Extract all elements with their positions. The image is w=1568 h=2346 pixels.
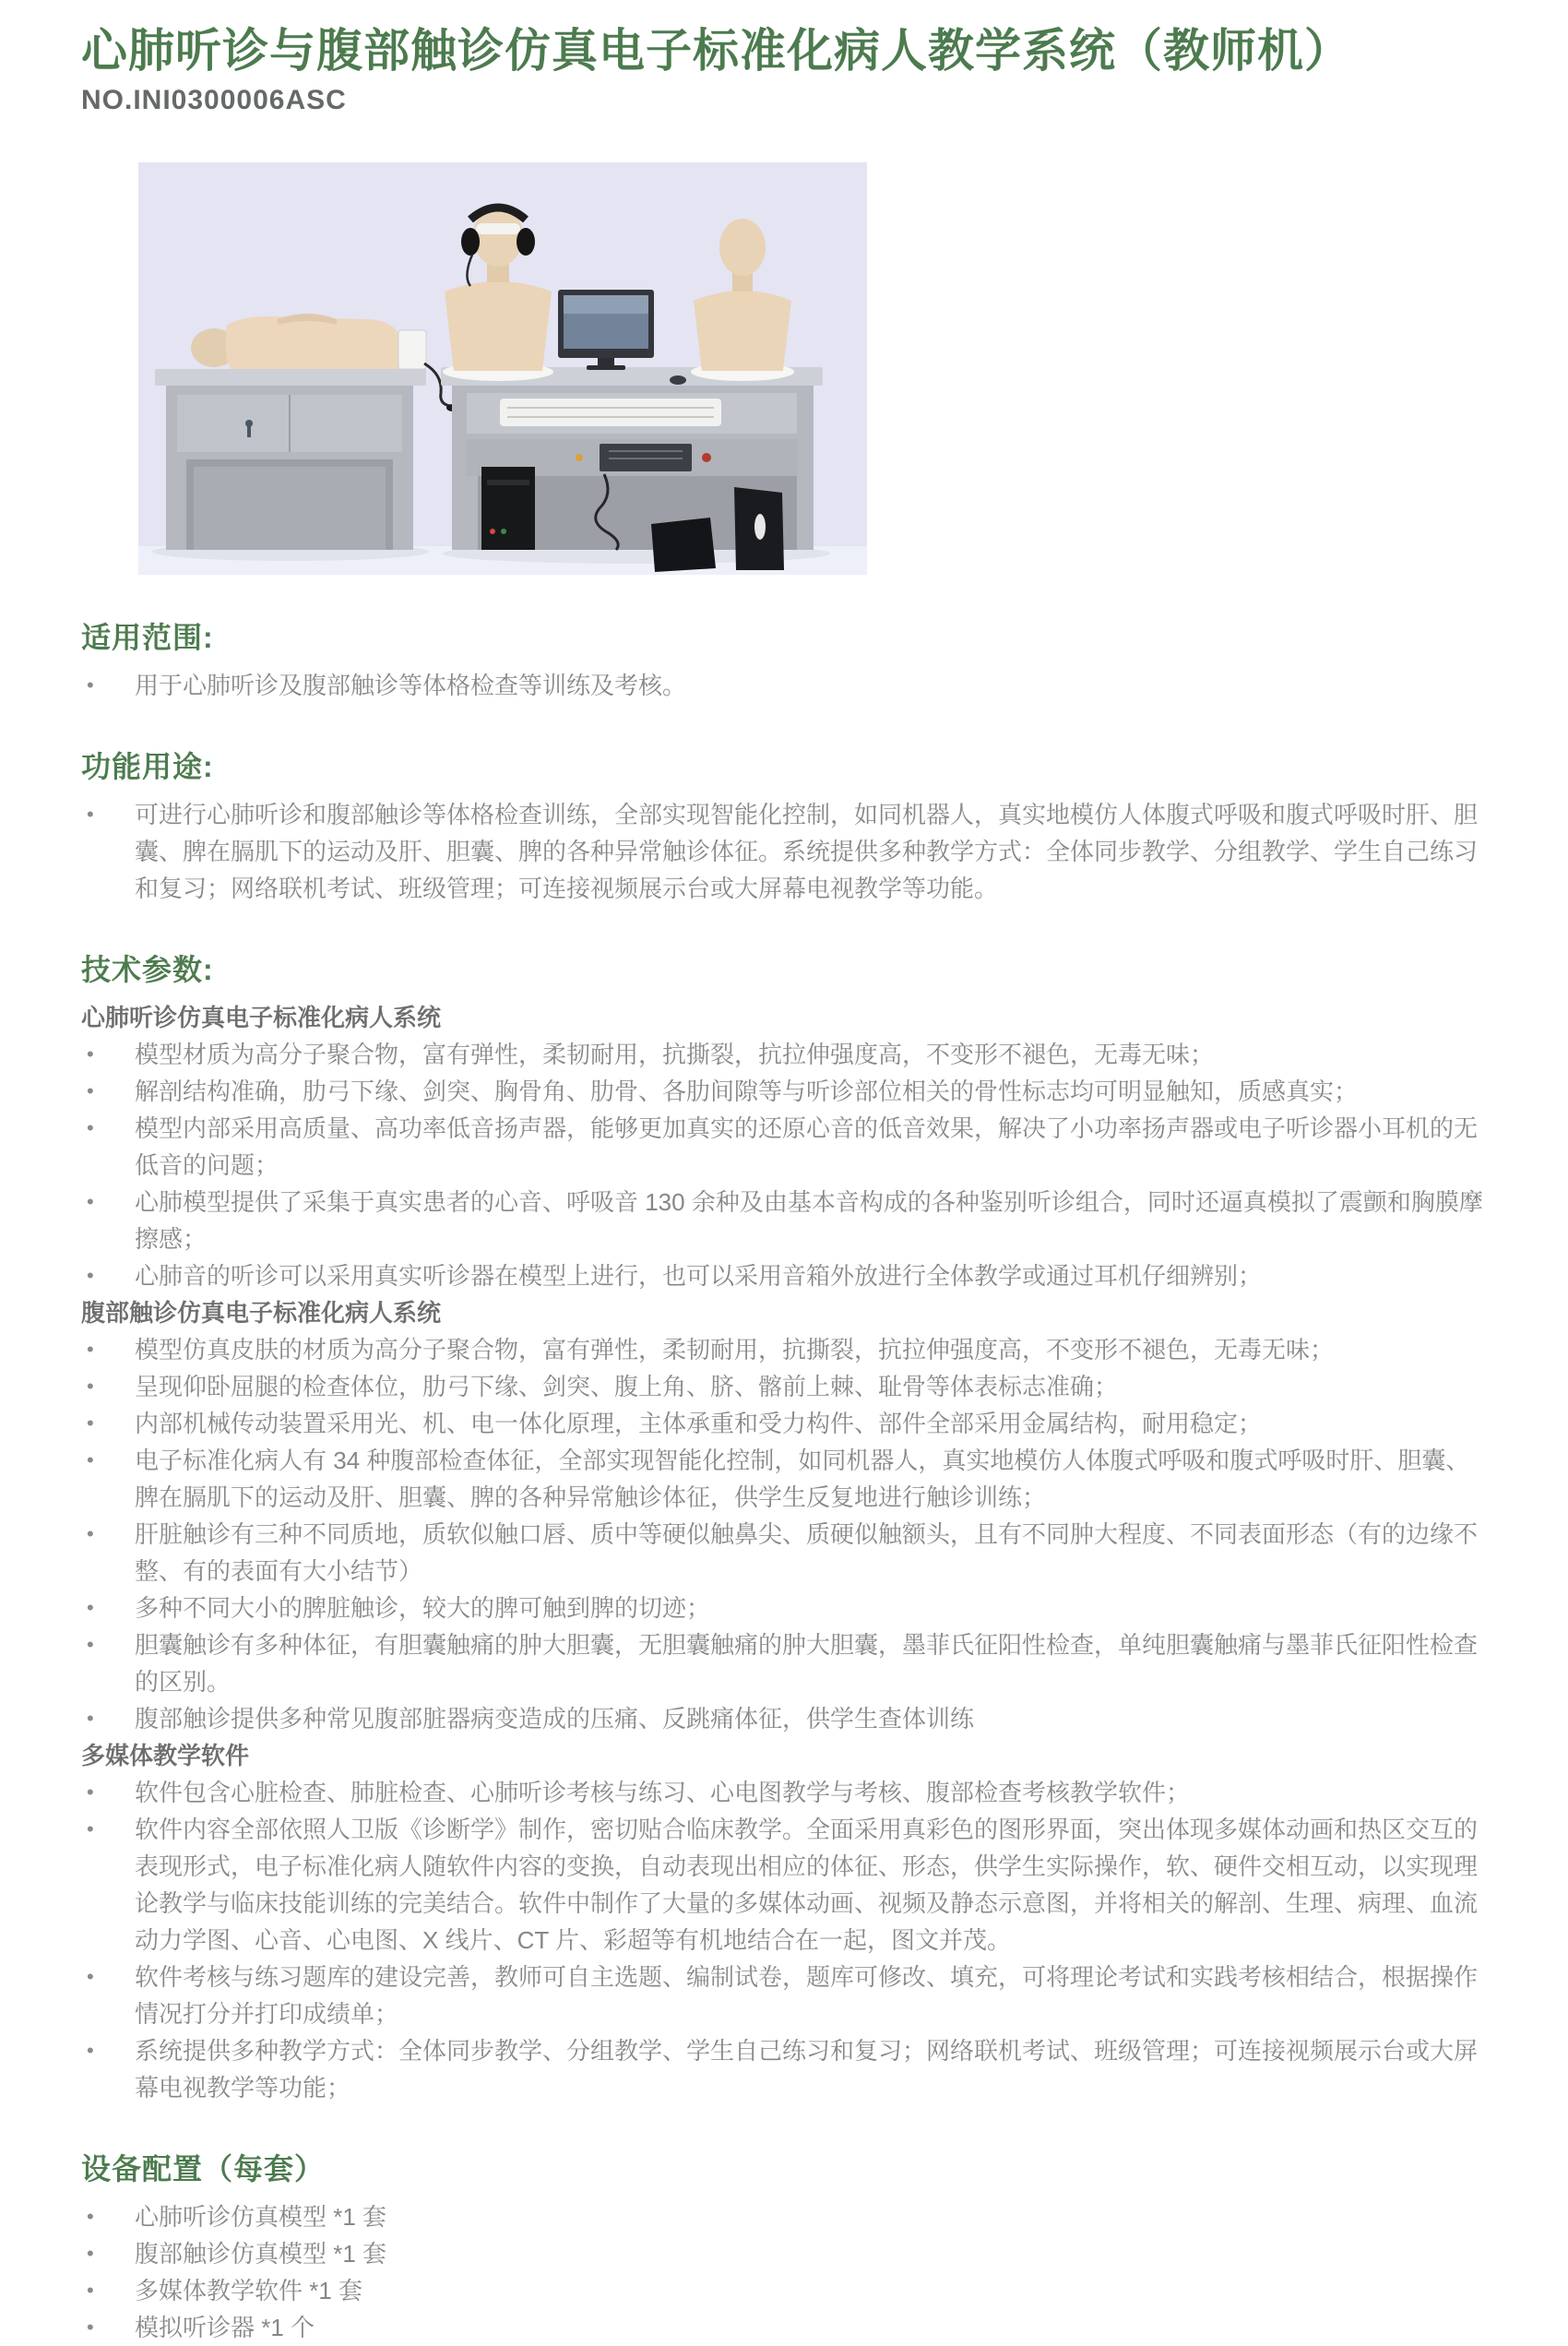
bullet-icon: • (87, 1780, 94, 1804)
list-item: • 内部机械传动装置采用光、机、电一体化原理，主体承重和受力构件、部件全部采用金属结构，耐用稳定； (81, 1405, 1489, 1442)
bullet-icon: • (87, 1707, 94, 1730)
headphone-cup-right (517, 228, 535, 256)
bullet-icon: • (87, 1596, 94, 1619)
computer-tower (481, 467, 535, 550)
bullet-icon: • (87, 2316, 94, 2339)
bullet-list (81, 667, 1489, 704)
bullet-icon: • (87, 1264, 94, 1287)
desktop-monitor (558, 290, 654, 370)
section-heading: 功能用途: (81, 750, 214, 783)
list-item: • 多媒体教学软件 *1 套 (81, 2272, 1489, 2309)
list-item: • 胆囊触诊有多种体征，有胆囊触痛的肿大胆囊，无胆囊触痛的肿大胆囊，墨菲氏征阳性检查，单纯胆囊触痛与墨菲氏征阳性检查的区别。 (81, 1626, 1489, 1700)
bullet-icon: • (87, 2279, 94, 2302)
list-item: • 用于心肺听诊及腹部触诊等体格检查等训练及考核。 (81, 667, 1489, 704)
bullet-icon: • (87, 1817, 94, 1840)
section-scope (81, 617, 1489, 704)
power-button (702, 453, 711, 462)
bullet-icon: • (87, 1965, 94, 1988)
headband (476, 223, 520, 234)
bullet-icon: • (87, 1079, 94, 1102)
bullet-icon: • (87, 1448, 94, 1471)
section-heading: 技术参数: (81, 953, 214, 986)
list-item: • 系统提供多种教学方式：全体同步教学、分组教学、学生自己练习和复习；网络联机考试、班级管理；可连接视频展示台或大屏幕电视教学等功能； (81, 2032, 1489, 2106)
list-item: • 腹部触诊提供多种常见腹部脏器病变造成的压痛、反跳痛体征，供学生查体训练 (81, 1700, 1489, 1737)
page-title: 心肺听诊与腹部触诊仿真电子标准化病人教学系统（教师机） (81, 25, 1351, 77)
section-tech-specs (81, 949, 1489, 2106)
list-item: • 心肺听诊仿真模型 *1 套 (81, 2198, 1489, 2235)
section-equipment-config (81, 2149, 1489, 2346)
section-heading: 适用范围: (81, 621, 214, 654)
list-item: • 解剖结构准确，肋弓下缘、剑突、胸骨角、肋骨、各肋间隙等与听诊部位相关的骨性标志均可明显触知，质感真实； (81, 1073, 1489, 1110)
drawer-keyhole (245, 420, 253, 427)
bullet-icon: • (87, 1375, 94, 1398)
indicator-light (576, 454, 583, 461)
bullet-list (81, 1036, 1489, 1294)
bullet-icon: • (87, 2205, 94, 2228)
list-item: • 软件包含心脏检查、肺脏检查、心肺听诊考核与练习、心电图教学与考核、腹部检查考核教学软件； (81, 1774, 1489, 1811)
control-box (398, 330, 426, 369)
model-number: NO.INI0300006ASC (81, 85, 347, 115)
list-item: • 呈现仰卧屈腿的检查体位，肋弓下缘、剑突、腹上角、脐、髂前上棘、耻骨等体表标志准确； (81, 1368, 1489, 1405)
bullet-icon: • (87, 2242, 94, 2265)
tech-group-heading-software: 多媒体教学软件 (81, 1742, 250, 1769)
bullet-list (81, 1774, 1489, 2106)
list-item: • 模拟听诊器 *1 个 (81, 2309, 1489, 2346)
list-item: • 多种不同大小的脾脏触诊，较大的脾可触到脾的切迹； (81, 1590, 1489, 1626)
section-features (81, 746, 1489, 907)
list-item: • 腹部触诊仿真模型 *1 套 (81, 2235, 1489, 2272)
list-item: • 电子标准化病人有 34 种腹部检查体征，全部实现智能化控制，如同机器人，真实地模仿人体腹式呼吸和腹式呼吸时肝、胆囊、脾在膈肌下的运动及肝、胆囊、脾的各种异常触诊体征，供学生反复地进行触诊训练； (81, 1442, 1489, 1516)
list-item: • 模型内部采用高质量、高功率低音扬声器，能够更加真实的还原心音的低音效果，解决了小功率扬声器或电子听诊器小耳机的无低音的问题； (81, 1110, 1489, 1184)
list-item: • 肝脏触诊有三种不同质地，质软似触口唇、质中等硬似触鼻尖、质硬似触额头，且有不同肿大程度、不同表面形态（有的边缘不整、有的表面有大小结节） (81, 1516, 1489, 1590)
bullet-icon: • (87, 803, 94, 826)
bullet-icon: • (87, 1522, 94, 1545)
bullet-icon: • (87, 673, 94, 697)
bullet-icon: • (87, 1338, 94, 1361)
bullet-icon: • (87, 1042, 94, 1066)
list-item: • 心肺音的听诊可以采用真实听诊器在模型上进行，也可以采用音箱外放进行全体教学或通过耳机仔细辨别； (81, 1257, 1489, 1294)
headphone-cup-left (461, 228, 480, 256)
list-item: • 模型仿真皮肤的材质为高分子聚合物，富有弹性，柔韧耐用，抗撕裂，抗拉伸强度高，不变形不褪色，无毒无味； (81, 1331, 1489, 1368)
bullet-icon: • (87, 1116, 94, 1139)
bullet-list (81, 796, 1489, 907)
product-photo-illustration (138, 162, 867, 575)
bullet-icon: • (87, 1190, 94, 1213)
tech-group-heading-palpation: 腹部触诊仿真电子标准化病人系统 (81, 1299, 442, 1327)
list-item: • 软件内容全部依照人卫版《诊断学》制作，密切贴合临床教学。全面采用真彩色的图形界面，突出体现多媒体动画和热区交互的表现形式，电子标准化病人随软件内容的变换，自动表现出相应的体征、形态，供学生实际操作，软、硬件交相互动，以实现理论教学与临床技能训练的完美结合。软件中制作了大量的多媒体动画、视频及静态示意图，并将相关的解剖、生理、病理、血流动力学图、心音、心电图、X 线片、CT 片、彩超等有机地结合在一起，图文并茂。 (81, 1811, 1489, 1959)
list-item: • 心肺模型提供了采集于真实患者的心音、呼吸音 130 余种及由基本音构成的各种鉴别听诊组合，同时还逼真模拟了震颤和胸膜摩擦感； (81, 1184, 1489, 1257)
mouse (670, 375, 686, 385)
bullet-icon: • (87, 1633, 94, 1656)
bullet-list (81, 1331, 1489, 1737)
product-photo (138, 162, 867, 575)
list-item: • 模型材质为高分子聚合物，富有弹性，柔韧耐用，抗撕裂，抗拉伸强度高，不变形不褪色，无毒无味； (81, 1036, 1489, 1073)
tech-group-heading-auscultation: 心肺听诊仿真电子标准化病人系统 (81, 1004, 442, 1031)
list-item: • 可进行心肺听诊和腹部触诊等体格检查训练，全部实现智能化控制，如同机器人，真实地模仿人体腹式呼吸和腹式呼吸时肝、胆囊、脾在膈肌下的运动及肝、胆囊、脾的各种异常触诊体征。系统提供多种教学方式：全体同步教学、分组教学、学生自己练习和复习；网络联机考试、班级管理；可连接视频展示台或大屏幕电视教学等功能。 (81, 796, 1489, 907)
section-heading: 设备配置（每套） (81, 2152, 326, 2185)
keyboard (500, 399, 721, 426)
list-item: • 软件考核与练习题库的建设完善，教师可自主选题、编制试卷，题库可修改、填充，可将理论考试和实践考核相结合，根据操作情况打分并打印成绩单； (81, 1959, 1489, 2032)
bullet-icon: • (87, 1411, 94, 1435)
left-desk (155, 369, 426, 550)
bullet-icon: • (87, 2039, 94, 2062)
bullet-list (81, 2198, 1489, 2346)
